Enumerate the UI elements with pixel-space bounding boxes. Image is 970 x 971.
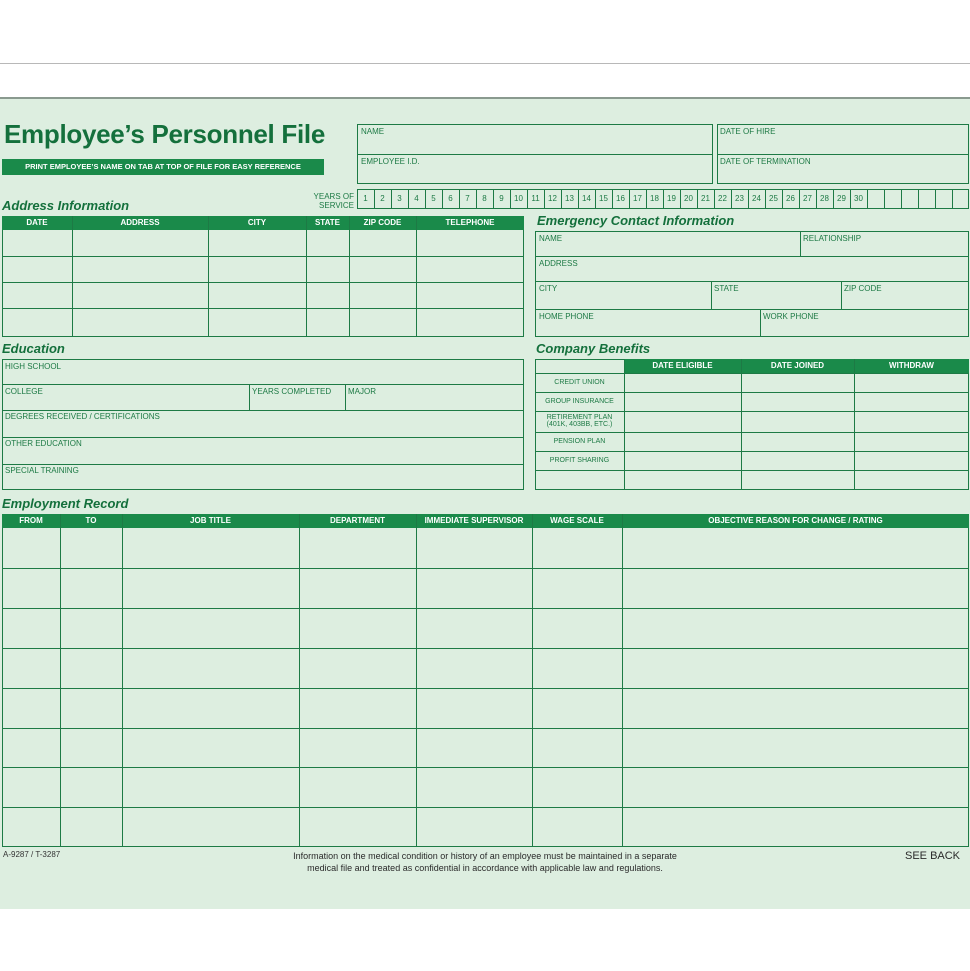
date-of-hire-label: DATE OF HIRE: [720, 127, 776, 136]
emergency-name-label: NAME: [539, 234, 563, 243]
year-cell: 5: [431, 194, 436, 203]
year-cell: [918, 191, 935, 207]
personnel-file-form: [0, 97, 970, 909]
address-column-header: ZIP CODE: [363, 218, 402, 227]
year-cell: 11: [531, 194, 540, 203]
years-of-service-cells: [357, 191, 969, 207]
year-cell: 29: [837, 194, 846, 203]
year-cell: 23: [735, 194, 744, 203]
address-table: [2, 216, 524, 337]
year-cell: 1: [363, 194, 368, 203]
years-completed-label: YEARS COMPLETED: [252, 387, 332, 396]
emergency-work-phone-label: WORK PHONE: [763, 312, 819, 321]
year-cell: 13: [565, 194, 574, 203]
major-label: MAJOR: [348, 387, 376, 396]
year-cell: 4: [414, 194, 419, 203]
print-notice-text: PRINT EMPLOYEE’S NAME ON TAB AT TOP OF FILE FOR EASY REFERENCE: [25, 162, 301, 171]
year-cell: [901, 191, 918, 207]
employment-column-header: IMMEDIATE SUPERVISOR: [424, 516, 524, 525]
benefit-row-label: CREDIT UNION: [554, 379, 605, 386]
year-cell: 2: [380, 194, 385, 203]
college-label: COLLEGE: [5, 387, 43, 396]
year-cell: 9: [499, 194, 504, 203]
employment-column-header: FROM: [19, 516, 43, 525]
emergency-city-label: CITY: [539, 284, 558, 293]
address-section-title: Address Information: [2, 198, 130, 213]
year-cell: 10: [514, 194, 523, 203]
emergency-home-phone-label: HOME PHONE: [539, 312, 594, 321]
year-cell: 26: [786, 194, 795, 203]
year-cell: 12: [548, 194, 557, 203]
emergency-section-title: Emergency Contact Information: [537, 213, 735, 228]
degrees-label: DEGREES RECEIVED / CERTIFICATIONS: [5, 412, 160, 421]
employment-column-header: OBJECTIVE REASON FOR CHANGE / RATING: [708, 516, 883, 525]
benefits-column-header: DATE JOINED: [770, 361, 825, 370]
address-column-header: STATE: [314, 218, 341, 227]
year-cell: 24: [752, 194, 761, 203]
employment-table: [2, 514, 969, 847]
benefits-column-header: DATE ELIGIBLE: [652, 361, 713, 370]
benefits-column-header: WITHDRAW: [889, 361, 934, 370]
year-cell: 8: [482, 194, 487, 203]
employment-column-header: TO: [85, 516, 97, 525]
years-of-service-label: YEARS OF SERVICE: [313, 192, 354, 210]
year-cell: [884, 191, 901, 207]
employment-column-header: WAGE SCALE: [550, 516, 604, 525]
name-field-label: NAME: [361, 127, 385, 136]
employment-section-title: Employment Record: [2, 496, 129, 511]
year-cell: [867, 191, 884, 207]
address-column-header: ADDRESS: [120, 218, 160, 227]
year-cell: 6: [448, 194, 453, 203]
address-column-header: DATE: [26, 218, 48, 227]
employee-id-field-label: EMPLOYEE I.D.: [361, 157, 420, 166]
emergency-table: [535, 231, 969, 337]
year-cell: 25: [769, 194, 778, 203]
year-cell: 16: [616, 194, 625, 203]
year-cell: 30: [854, 194, 863, 203]
see-back-label: SEE BACK: [905, 850, 961, 862]
address-column-header: CITY: [247, 218, 267, 227]
other-education-label: OTHER EDUCATION: [5, 439, 82, 448]
year-cell: 3: [397, 194, 402, 203]
page-divider: [0, 63, 970, 64]
education-table: [2, 359, 524, 490]
date-of-termination-label: DATE OF TERMINATION: [720, 157, 811, 166]
address-column-header: TELEPHONE: [445, 218, 495, 227]
year-cell: 14: [582, 194, 591, 203]
benefits-section-title: Company Benefits: [536, 341, 651, 356]
year-cell: 21: [701, 194, 710, 203]
benefit-row-label: (401K, 403BB, ETC.): [546, 421, 613, 428]
year-cell: 27: [803, 194, 812, 203]
year-cell: 20: [684, 194, 693, 203]
year-cell: [935, 191, 952, 207]
benefit-row-label: PROFIT SHARING: [549, 457, 610, 464]
emergency-relationship-label: RELATIONSHIP: [803, 234, 862, 243]
emergency-address-label: ADDRESS: [539, 259, 578, 268]
benefit-row-label: GROUP INSURANCE: [545, 398, 614, 405]
medical-confidentiality-note: Information on the medical condition or history of an employee must be maintained in a separate medical file and treated as confidential in accordance with applicable law and regulations.: [293, 851, 677, 873]
form-title: Employee’s Personnel File: [4, 119, 325, 149]
year-cell: 15: [599, 194, 608, 203]
education-section-title: Education: [2, 341, 65, 356]
year-cell: 18: [650, 194, 659, 203]
year-cell: 7: [465, 194, 470, 203]
year-cell: 17: [633, 194, 642, 203]
employment-column-header: JOB TITLE: [190, 516, 231, 525]
year-cell: 28: [820, 194, 829, 203]
benefit-row-label: PENSION PLAN: [553, 438, 606, 445]
employment-column-header: DEPARTMENT: [330, 516, 385, 525]
emergency-state-label: STATE: [714, 284, 739, 293]
emergency-zip-label: ZIP CODE: [844, 284, 882, 293]
form-code: A-9287 / T-3287: [3, 850, 61, 859]
year-cell: [952, 191, 969, 207]
year-cell: 19: [667, 194, 676, 203]
special-training-label: SPECIAL TRAINING: [5, 466, 79, 475]
high-school-label: HIGH SCHOOL: [5, 362, 62, 371]
benefit-row-label: RETIREMENT PLAN: [546, 414, 613, 421]
year-cell: 22: [718, 194, 727, 203]
